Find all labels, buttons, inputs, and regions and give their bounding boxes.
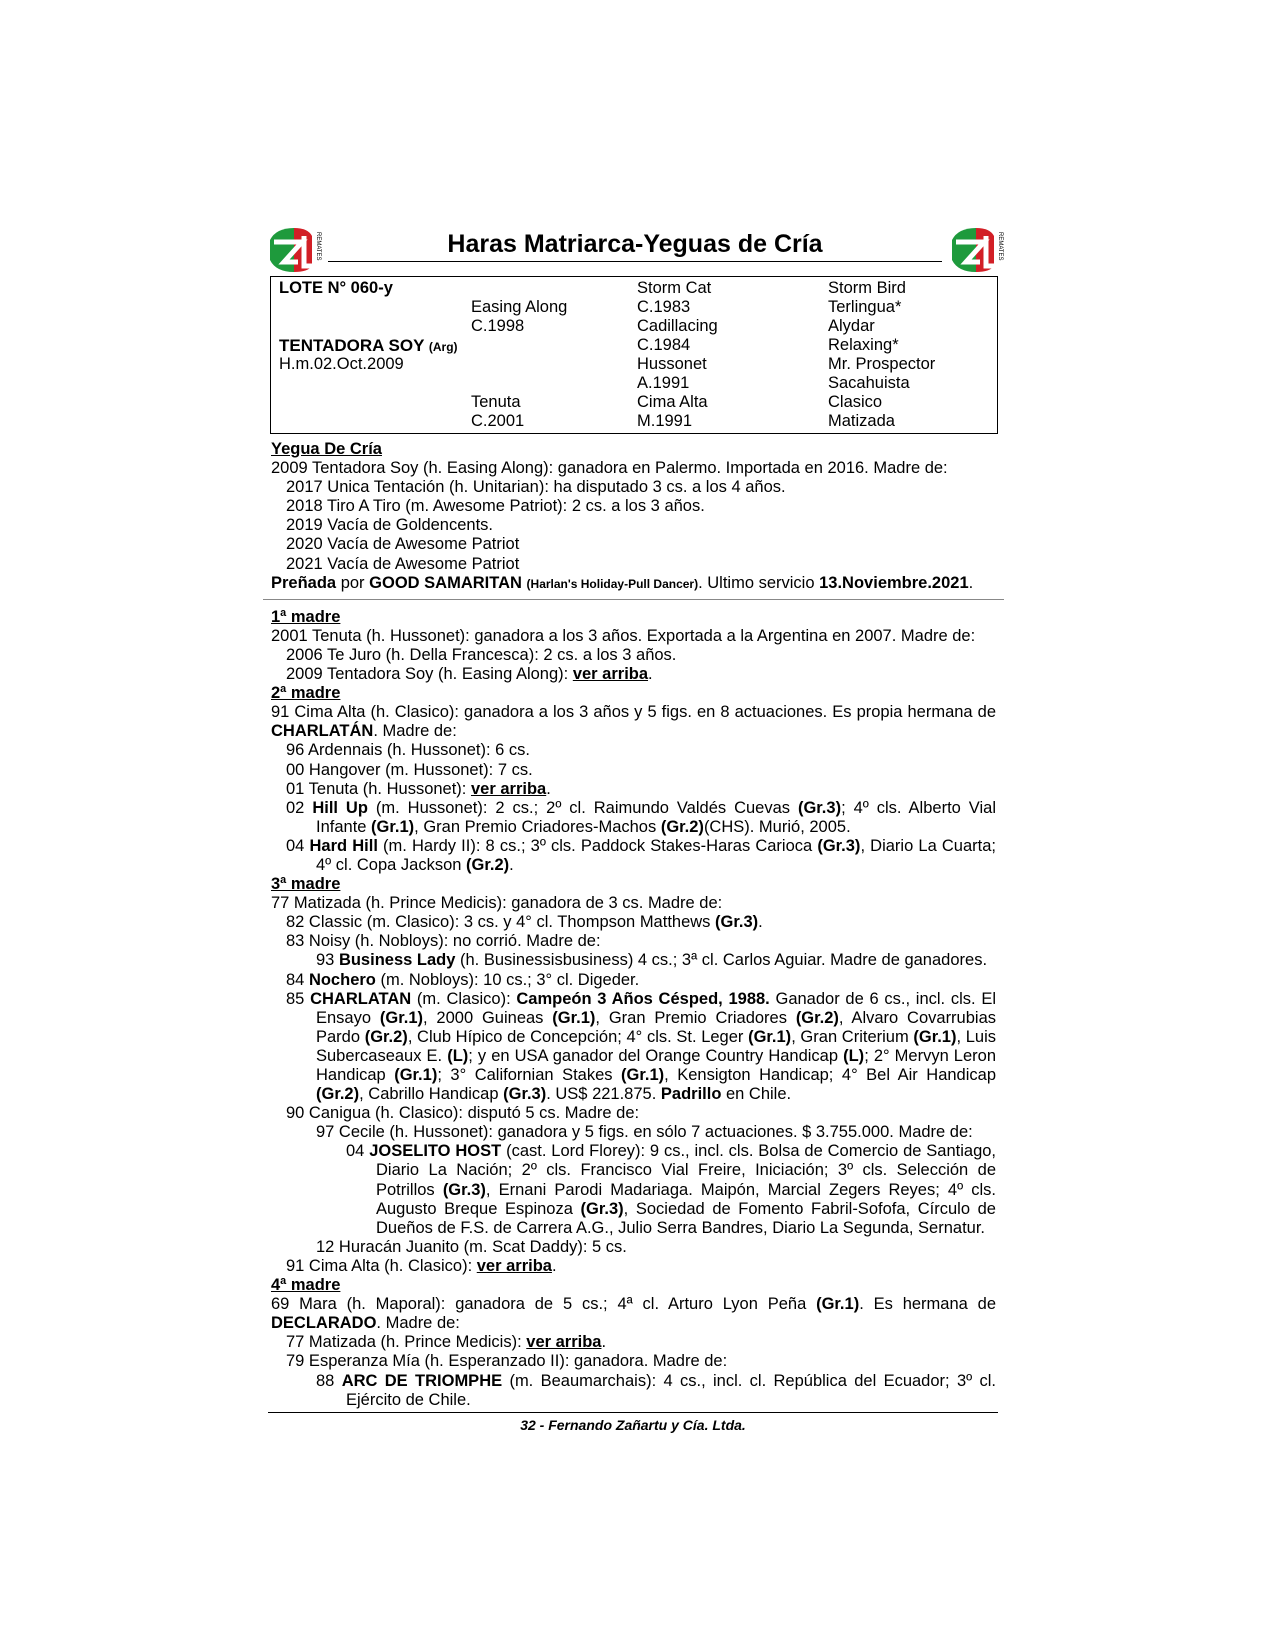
pregnancy-line: Preñada por GOOD SAMARITAN (Harlan's Holiday-Pull Dancer). Ultimo servicio 13.Noviembre.2021. (271, 573, 974, 592)
produce-item: 84 Nochero (m. Nobloys): 10 cs.; 3° cl. Digeder. (286, 970, 640, 989)
zl-remates-logo (268, 226, 322, 274)
section-heading-yegua: Yegua De Cría (271, 440, 382, 458)
section-heading-madre4: 4ª madre (271, 1276, 341, 1295)
madre3-intro: 77 Matizada (h. Prince Medicis): ganadora de 3 cs. Madre de: (271, 894, 723, 913)
produce-item: 91 Cima Alta (h. Clasico): ver arriba. (286, 1256, 557, 1275)
section-heading-madre3: 3ª madre (271, 875, 341, 894)
produce-item: 90 Canigua (h. Clasico): disputó 5 cs. Madre de: (286, 1104, 640, 1123)
logo-side-text: REMATES (997, 232, 1003, 261)
sire-info: C.1998 (471, 317, 525, 335)
produce-item: 2019 Vacía de Goldencents. (286, 516, 494, 535)
produce-item: 83 Noisy (h. Nobloys): no corrió. Madre de: (286, 932, 601, 951)
lote-number: LOTE N° 060-y (279, 279, 393, 297)
sire-name: Easing Along (471, 298, 568, 316)
horse-name: TENTADORA SOY (Arg) (279, 336, 458, 355)
dam-name: Tenuta (471, 393, 521, 411)
produce-item: 77 Matizada (h. Prince Medicis): ver arriba. (286, 1333, 607, 1352)
gen4-entry: Terlingua* (828, 298, 902, 316)
madre2-intro: 91 Cima Alta (h. Clasico): ganadora a los 3 años y 5 figs. en 8 actuaciones. Es propia hermana de CHARLATÁN. Madre de: (271, 703, 996, 741)
produce-item: 02 Hill Up (m. Hussonet): 2 cs.; 2º cl. Raimundo Valdés Cuevas (Gr.3); 4º cls. Alberto Vial Infante (Gr.1), Gran Premio Criadores-Machos (Gr.2)(CHS). Murió, 2005. (286, 798, 996, 836)
madre4-intro: 69 Mara (h. Maporal): ganadora de 5 cs.; 4ª cl. Arturo Lyon Peña (Gr.1). Es hermana de DECLARADO. Madre de: (271, 1295, 996, 1333)
catalog-entry-body (271, 440, 996, 1410)
gen3-entry: Storm Cat (637, 279, 712, 297)
gen4-entry: Relaxing* (828, 336, 899, 354)
produce-item: 01 Tenuta (h. Hussonet): ver arriba. (286, 779, 551, 798)
produce-item: 2021 Vacía de Awesome Patriot (286, 554, 520, 573)
gen3-entry: M.1991 (637, 412, 693, 430)
gen3-entry: Cima Alta (637, 393, 708, 411)
produce-item: 2006 Te Juro (h. Della Francesca): 2 cs. a los 3 años. (286, 645, 677, 664)
page-footer: 32 - Fernando Zañartu y Cía. Ltda. (520, 1417, 746, 1433)
madre1-intro: 2001 Tenuta (h. Hussonet): ganadora a los 3 años. Exportada a la Argentina en 2007. Madre de: (271, 626, 976, 645)
produce-item: 88 ARC DE TRIOMPHE (m. Beaumarchais): 4 cs., incl. cl. República del Ecuador; 3º cl. Ejército de Chile. (316, 1371, 996, 1409)
section-heading-madre2: 2ª madre (271, 684, 341, 703)
dam-info: C.2001 (471, 412, 525, 430)
produce-item: 04 JOSELITO HOST (cast. Lord Florey): 9 cs., incl. cls. Bolsa de Comercio de Santiago, Diario La Nación; 2º cls. Francisco Vial Freire, Iniciación; 3º cls. Selección de Potrillos (Gr.3), Ernani Parodi Madariaga. Maipón, Marcial Zegers Reyes; 4º cls. Augusto Breque Espinoza (Gr.3), Sociedad de Fomento Fabril-Sofofa, Círculo de Dueños de F.S. de Carrera A.G., Julio Serra Bandres, Diario La Segunda, Sernatur. (346, 1142, 997, 1237)
produce-item: 79 Esperanza Mía (h. Esperanzado II): ganadora. Madre de: (286, 1352, 728, 1371)
gen3-entry: Hussonet (637, 355, 707, 373)
footer-divider (268, 1412, 998, 1413)
gen3-entry: C.1983 (637, 298, 691, 316)
produce-item: 93 Business Lady (h. Businessisbusiness) 4 cs.; 3ª cl. Carlos Aguiar. Madre de ganadores. (316, 951, 988, 970)
gen4-entry: Storm Bird (828, 279, 906, 297)
pedigree-table (270, 276, 998, 434)
gen4-entry: Clasico (828, 393, 883, 411)
gen4-entry: Mr. Prospector (828, 355, 936, 373)
produce-item: 04 Hard Hill (m. Hardy II): 8 cs.; 3º cls. Paddock Stakes-Haras Carioca (Gr.3), Diario La Cuarta; 4º cl. Copa Jackson (Gr.2). (286, 836, 996, 874)
gen3-entry: C.1984 (637, 336, 691, 354)
zl-remates-logo (950, 226, 1004, 274)
produce-item: 2009 Tentadora Soy (h. Easing Along): ver arriba. (286, 665, 653, 684)
page-title: Haras Matriarca-Yeguas de Cría (328, 230, 942, 262)
produce-item: 00 Hangover (m. Hussonet): 7 cs. (286, 760, 533, 779)
produce-item: 97 Cecile (h. Hussonet): ganadora y 5 figs. en sólo 7 actuaciones. $ 3.755.000. Madre de: (316, 1123, 973, 1142)
produce-item: 12 Huracán Juanito (m. Scat Daddy): 5 cs. (316, 1237, 627, 1256)
gen4-entry: Matizada (828, 412, 895, 430)
gen3-entry: Cadillacing (637, 317, 718, 335)
logo-side-text: REMATES (315, 232, 321, 261)
section-divider (263, 594, 1004, 600)
gen4-entry: Sacahuista (828, 374, 910, 392)
horse-info: H.m.02.Oct.2009 (279, 355, 404, 373)
section-heading-madre1: 1ª madre (271, 607, 341, 626)
mare-intro: 2009 Tentadora Soy (h. Easing Along): ganadora en Palermo. Importada en 2016. Madre de: (271, 459, 948, 478)
produce-item: 2017 Unica Tentación (h. Unitarian): ha disputado 3 cs. a los 4 años. (286, 478, 786, 497)
produce-item: 82 Classic (m. Clasico): 3 cs. y 4° cl. Thompson Matthews (Gr.3). (286, 913, 763, 932)
gen4-entry: Alydar (828, 317, 875, 335)
produce-item: 85 CHARLATAN (m. Clasico): Campeón 3 Años Césped, 1988. Ganador de 6 cs., incl. cls. El Ensayo (Gr.1), 2000 Guineas (Gr.1), Gran Premio Criadores (Gr.2), Alvaro Covarrubias Pardo (Gr.2), Club Hípico de Concepción; 4° cls. St. Leger (Gr.1), Gran Criterium (Gr.1), Luis Subercaseaux E. (L); y en USA ganador del Orange Country Handicap (L); 2° Mervyn Leron Handicap (Gr.1); 3° Californian Stakes (Gr.1), Kensigton Handicap; 4° Bel Air Handicap (Gr.2), Cabrillo Handicap (Gr.3). US$ 221.875. Padrillo en Chile. (286, 989, 997, 1104)
produce-item: 2020 Vacía de Awesome Patriot (286, 535, 520, 554)
produce-item: 96 Ardennais (h. Hussonet): 6 cs. (286, 741, 530, 760)
produce-item: 2018 Tiro A Tiro (m. Awesome Patriot): 2 cs. a los 3 años. (286, 497, 705, 516)
gen3-entry: A.1991 (637, 374, 690, 392)
